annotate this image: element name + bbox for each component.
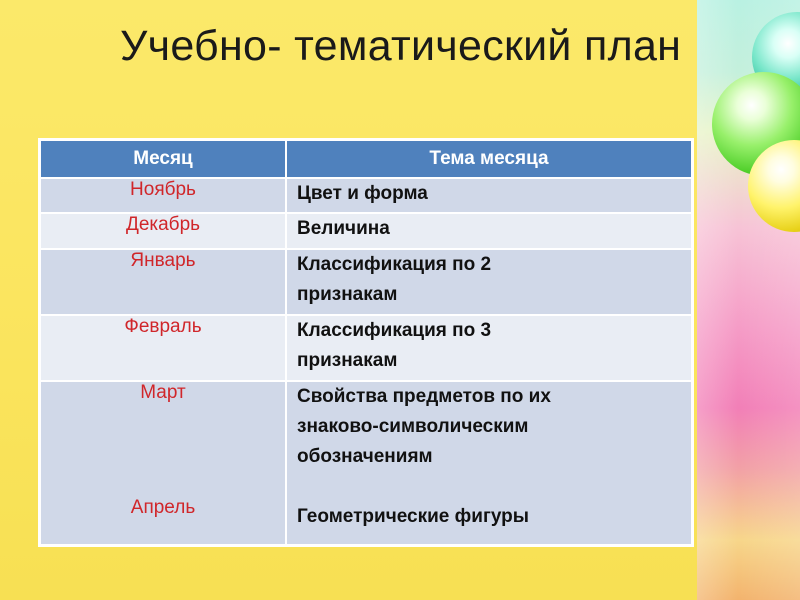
month-cell: Февраль	[40, 315, 286, 381]
topic-line: Геометрические фигуры	[297, 506, 530, 527]
header-month: Месяц	[40, 140, 286, 178]
month-label: Апрель	[130, 497, 196, 518]
month-label: Март	[140, 382, 186, 403]
month-cell: Ноябрь	[40, 178, 286, 213]
slide-title: Учебно- тематический план	[120, 22, 682, 70]
month-cell: Январь	[40, 249, 286, 315]
table-row	[40, 381, 692, 545]
plan-table	[39, 139, 693, 546]
topic-cell	[286, 178, 692, 213]
header-topic: Тема месяца	[286, 140, 692, 178]
topic-line: Свойства предметов по их	[297, 386, 551, 407]
month-cell: Декабрь	[40, 213, 286, 249]
topic-line: Величина	[297, 218, 390, 239]
topic-gap	[297, 472, 681, 502]
topic-line: Классификация по 3	[297, 320, 492, 341]
table-row	[40, 213, 692, 249]
topic-cell	[286, 249, 692, 315]
table-row	[40, 315, 692, 381]
table-row	[40, 178, 692, 213]
table-header-row	[40, 140, 692, 178]
topic-line: обозначениям	[297, 446, 433, 467]
topic-line: Цвет и форма	[297, 183, 428, 204]
topic-cell	[286, 381, 692, 545]
topic-line: знаково-символическим	[297, 416, 529, 437]
table-row	[40, 249, 692, 315]
topic-line: признакам	[297, 284, 398, 305]
topic-line: Классификация по 2	[297, 254, 492, 275]
topic-line: признакам	[297, 350, 398, 371]
month-cell	[40, 381, 286, 545]
topic-cell	[286, 315, 692, 381]
topic-cell	[286, 213, 692, 249]
